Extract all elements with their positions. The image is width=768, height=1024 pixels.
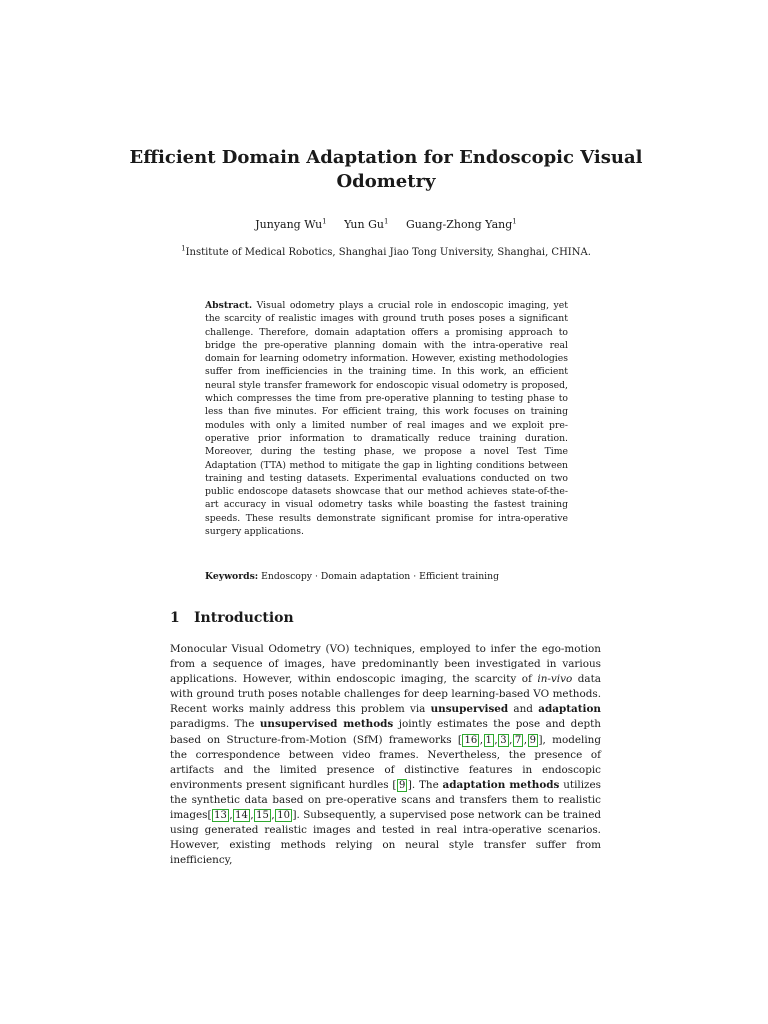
citation-link[interactable]: 3 [500, 734, 507, 746]
section-heading [170, 609, 600, 627]
body-bold: unsupervised methods [259, 718, 394, 731]
citation-link[interactable]: 7 [514, 734, 522, 746]
body-bold: adaptation methods [442, 778, 560, 791]
author-name: Junyang Wu [255, 218, 323, 231]
affiliation-mark: 1 [512, 217, 517, 226]
keywords-text: Endoscopy · Domain adaptation · Efficient training [261, 571, 499, 582]
affiliation [100, 246, 672, 260]
abstract-text: Visual odometry plays a crucial role in endoscopic imaging, yet the scarcity of realistic images with ground truth poses poses a significant challenge. Therefore, domain adaptation offers a promising approach to bridge the pre-operative planning domain with the intra-operative real domain for learning odometry information. However, existing methodologies suffer from inefficiencies in the training time. In this work, an efficient neural style transfer framework for endoscopic visual odometry is proposed, which compresses the time from pre-operative planning to testing phase to less than five minutes. For efficient traing, this work focuses on training modules with only a limited number of real images and we exploit pre-operative prior information to dramatically reduce training duration. Moreover, during the testing phase, we propose a novel Test Time Adaptation (TTA) method to mitigate the gap in lighting conditions between training and testing datasets. Experimental evaluations conducted on two public endoscope datasets showcase that our method achieves state-of-the-art accuracy in visual odometry tasks while boasting the fastest training speeds. These results demonstrate significant promise for intra-operative surgery applications. [205, 300, 568, 538]
author [255, 218, 326, 231]
citation-link[interactable]: 15 [256, 810, 269, 822]
citation-link[interactable]: 13 [214, 810, 227, 822]
body-text: data with ground truth poses notable challenges for deep learning-based VO methods. Recent works mainly address this problem via [170, 673, 601, 716]
abstract [205, 299, 568, 538]
body-bold: adaptation [538, 703, 601, 716]
citation-link[interactable]: 1 [485, 734, 492, 746]
body-text: jointly estimates the pose and depth based on Structure-from-Motion (SfM) frameworks [170, 718, 601, 746]
body-text: and [508, 703, 539, 716]
body-text: . The [411, 778, 443, 791]
section-number: 1 [170, 610, 180, 626]
paper-title: Efficient Domain Adaptation for Endoscopic Visual Odometry [129, 147, 643, 192]
body-bold: unsupervised [430, 703, 509, 716]
citation-link[interactable]: 16 [464, 734, 478, 746]
body-text: , modeling the correspondence between video frames. Nevertheless, the presence of artifacts and the limited presence of distinctive features in endoscopic environments present significant hurdles [170, 733, 601, 791]
affiliation-text: Institute of Medical Robotics, Shanghai Jiao Tong University, Shanghai, CHINA. [185, 247, 591, 258]
body-italic: in-vivo [537, 673, 573, 686]
citation-link[interactable]: 9 [529, 734, 536, 746]
keywords [205, 570, 568, 583]
author-name: Guang-Zhong Yang [405, 218, 513, 231]
citation-link[interactable]: 14 [235, 810, 248, 822]
author [406, 218, 517, 231]
body-text: Monocular Visual Odometry (VO) techniques, employed to infer the ego-motion from a sequence of images, have predominantly been investigated in various applications. However, within endoscopic imaging, the scarcity of [170, 643, 601, 686]
body-text: . Subsequently, a supervised pose network can be trained using generated realistic images and tested in real intra-operative scenarios. However, existing methods relying on neural style transfer suffer from inefficiency, [170, 809, 601, 867]
author-name: Yun Gu [344, 218, 384, 231]
body-text: utilizes the synthetic data based on pre-operative scans and transfers them to realistic images [170, 778, 601, 822]
author-list [150, 218, 622, 232]
keywords-label: Keywords: [205, 571, 259, 582]
author [344, 218, 388, 231]
affiliation-mark: 1 [383, 217, 389, 226]
section-title: Introduction [194, 610, 294, 626]
affiliation-mark: 1 [322, 217, 327, 226]
body-text: paradigms. The [170, 718, 260, 731]
affiliation-mark: 1 [181, 244, 186, 253]
citation-link[interactable]: 10 [277, 810, 290, 822]
abstract-label: Abstract. [205, 300, 253, 311]
introduction-paragraph: Monocular Visual Odometry (VO) techniques, employed to infer the ego-motion from a sequence of images, have predominantly been investigated in various applications. However, within endoscopic imaging, the scarcity of in-vivo data with ground truth poses notable challenges for deep learning-based VO methods. Recent works mainly address this problem via unsupervised and adaptation paradigms. The unsupervised methods jointly estimates the pose and depth based on Structure-from-Motion (SfM) frameworks [ 16 , 1 , 3 , 7 , 9 ], modeling the correspondence between video frames. Nevertheless, the presence of artifacts and the limited presence of distinctive features in endoscopic environments present significant hurdles [ 9 ]. The adaptation methods utilizes the synthetic data based on pre-operative scans and transfers them to realistic images[ 13 , 14 , 15 , 10 ]. Subsequently, a supervised pose network can be trained using generated realistic images and tested in real intra-operative scenarios. However, existing methods relying on neural style transfer suffer from inefficiency, [170, 643, 601, 867]
citation-link[interactable]: 9 [398, 779, 406, 791]
